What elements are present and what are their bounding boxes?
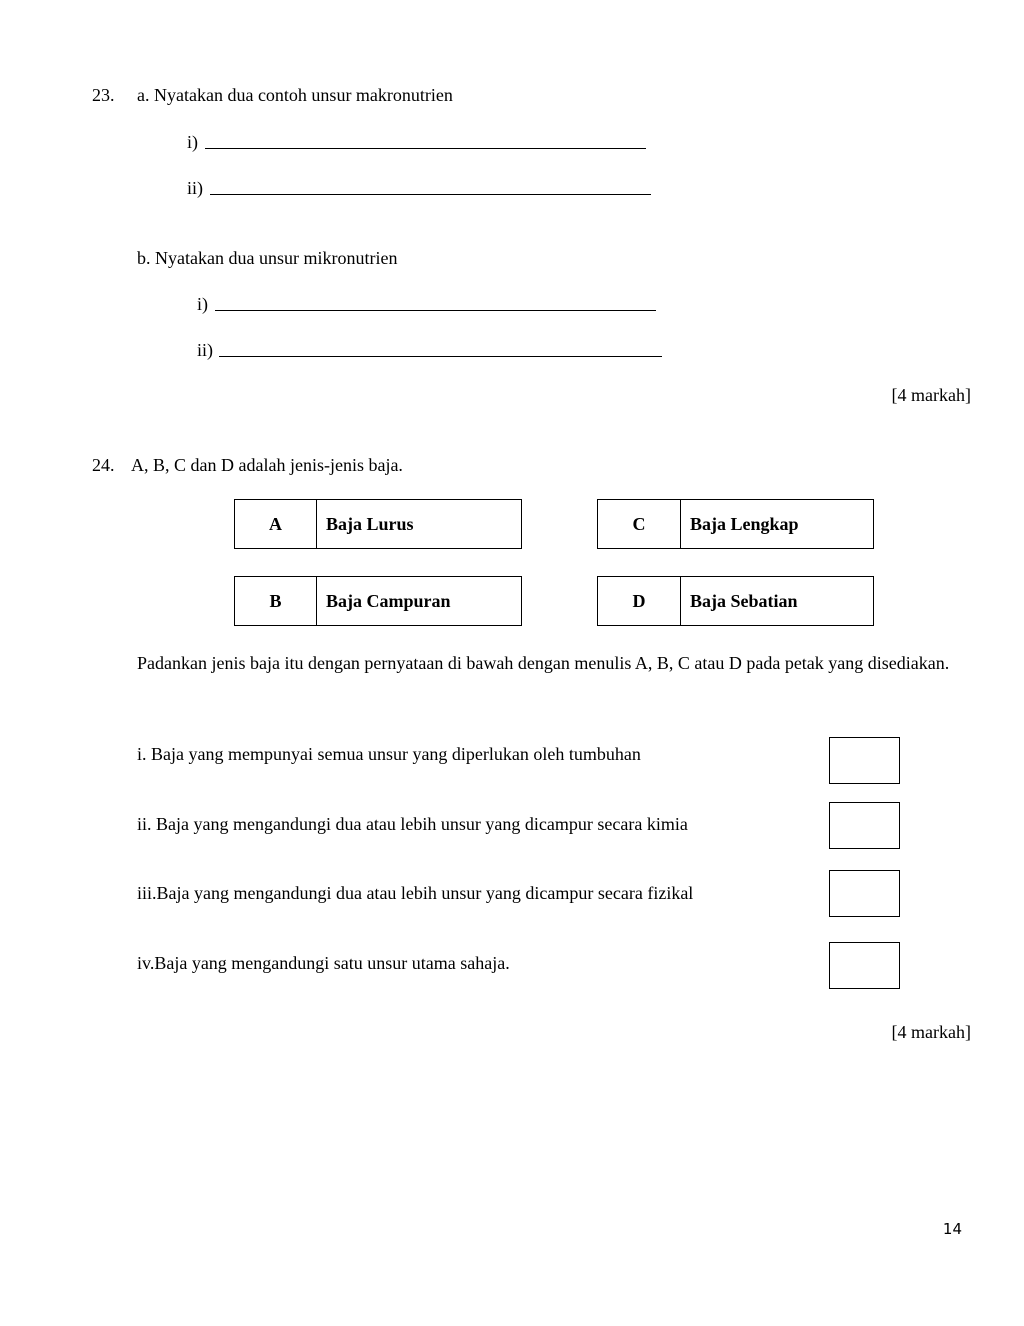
fertilizer-name: Baja Sebatian <box>690 590 798 611</box>
q24-answer-box-3[interactable] <box>829 870 900 917</box>
fertilizer-name: Baja Lengkap <box>690 513 799 534</box>
fertilizer-box-d <box>597 576 874 626</box>
fertilizer-letter: C <box>598 500 681 548</box>
q24-marks: [4 markah] <box>891 1022 971 1042</box>
q24-answer-box-4[interactable] <box>829 942 900 989</box>
fertilizer-letter: D <box>598 577 681 625</box>
page-number: 14 <box>942 1220 962 1238</box>
q24-number: 24. <box>92 455 115 475</box>
q24-intro: A, B, C dan D adalah jenis-jenis baja. <box>131 455 403 475</box>
q23a-blank-label-1: i) <box>187 132 198 152</box>
q23a-answer-line-2[interactable] <box>210 194 651 195</box>
fertilizer-name: Baja Lurus <box>326 513 414 534</box>
q24-statement-3: iii.Baja yang mengandungi dua atau lebih unsur yang dicampur secara fizikal <box>137 883 694 903</box>
q23a-answer-line-1[interactable] <box>205 148 646 149</box>
q23b-answer-line-1[interactable] <box>215 310 656 311</box>
q23b-blank-label-2: ii) <box>197 340 213 360</box>
q23b-answer-line-2[interactable] <box>219 356 662 357</box>
fertilizer-name: Baja Campuran <box>326 590 451 611</box>
q24-instruction: Padankan jenis baja itu dengan pernyataan di bawah dengan menulis A, B, C atau D pada petak yang disediakan. <box>137 653 950 673</box>
q23b-question: b. Nyatakan dua unsur mikronutrien <box>137 248 398 268</box>
q24-answer-box-1[interactable] <box>829 737 900 784</box>
fertilizer-box-b <box>234 576 522 626</box>
q23b-blank-label-1: i) <box>197 294 208 314</box>
q24-statement-2: ii. Baja yang mengandungi dua atau lebih unsur yang dicampur secara kimia <box>137 814 688 834</box>
q24-answer-box-2[interactable] <box>829 802 900 849</box>
q23a-question: a. Nyatakan dua contoh unsur makronutrien <box>137 85 453 105</box>
q23a-blank-label-2: ii) <box>187 178 203 198</box>
fertilizer-box-a <box>234 499 522 549</box>
q24-statement-1: i. Baja yang mempunyai semua unsur yang diperlukan oleh tumbuhan <box>137 744 641 764</box>
q23-marks: [4 markah] <box>891 385 971 405</box>
q24-statement-4: iv.Baja yang mengandungi satu unsur utama sahaja. <box>137 953 510 973</box>
q23-number: 23. <box>92 85 115 105</box>
fertilizer-box-c <box>597 499 874 549</box>
fertilizer-letter: A <box>235 500 317 548</box>
fertilizer-letter: B <box>235 577 317 625</box>
